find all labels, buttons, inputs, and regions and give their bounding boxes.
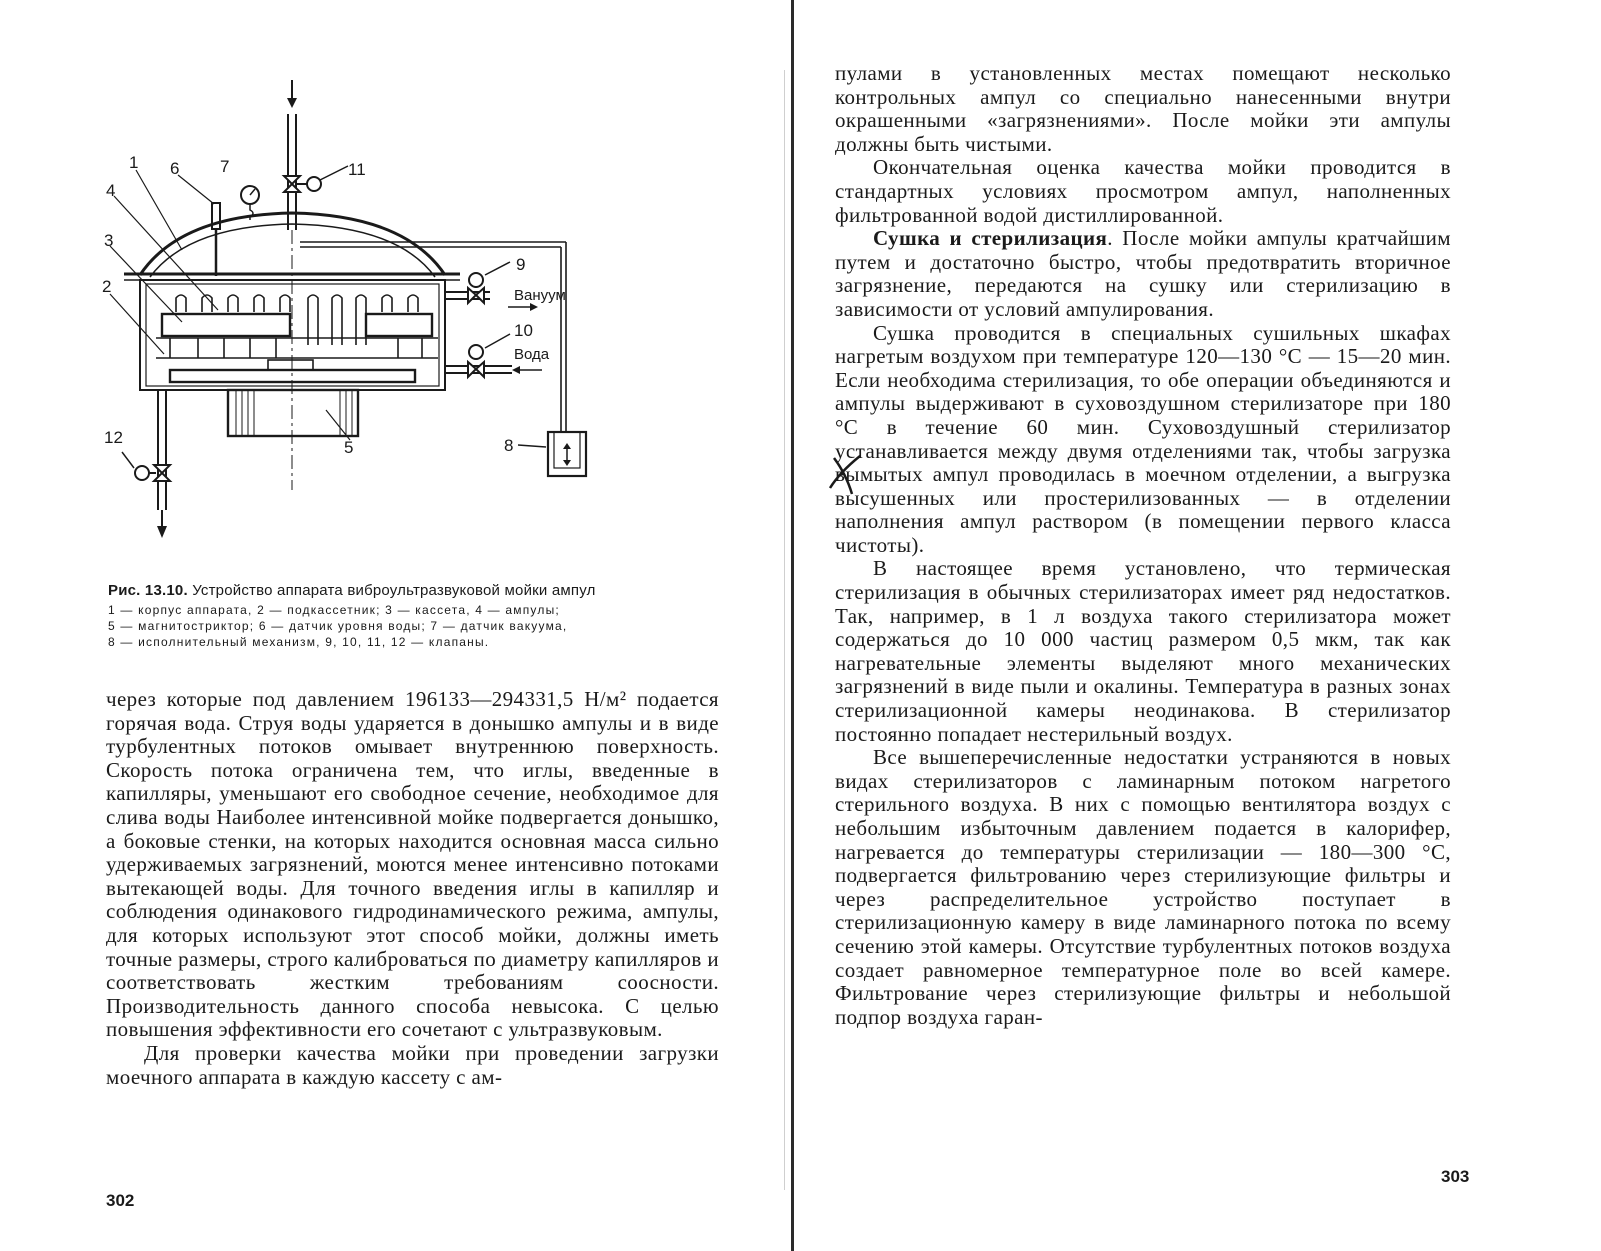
label-12: 12	[104, 428, 123, 447]
actuator-8	[518, 432, 586, 476]
figure-caption	[108, 582, 740, 650]
page-number-left: 302	[106, 1191, 135, 1210]
right-paragraph-3	[835, 227, 1451, 321]
left-page-text	[106, 688, 719, 1089]
valve-11	[284, 166, 348, 192]
figure-apparatus-diagram	[100, 70, 700, 550]
caption-legend-line-3: 8 — исполнительный механизм, 9, 10, 11, 12 — клапаны.	[108, 635, 490, 649]
caption-title-line	[108, 582, 740, 600]
top-inlet-pipe	[287, 80, 297, 230]
label-8: 8	[504, 436, 514, 455]
left-page	[0, 0, 790, 1251]
subcassette-2	[156, 338, 438, 358]
caption-prefix: Рис. 13.10.	[108, 582, 188, 599]
label-9: 9	[516, 255, 526, 274]
left-paragraph-1: через которые под давлением 196133—294331,5 Н/м² подается горячая вода. Струя воды ударяется в донышко ампулы и в виде турбулентных потоков омывает внутреннюю поверхность. Скорость потока ограничена тем, что иглы, введенные в капилляры, уменьшают его свободное сечение, необходимое для слива воды Наиболее интенсивной мойке подвергается донышко, а боковые стенки, на которых находится основная масса сильно удерживаемых загрязнений, моются менее интенсивно потоками вытекающей воды. Для точного введения иглы в капилляр и соблюдения одинакового гидродинамического режима, ампулы, для которых используют этот способ мойки, должны иметь точные размеры, строго калиброваться по диаметру капилляров и соответствовать жестким требованиям соосности. Производительность данного способа невысока. С целью повышения эффективности его сочетают с ультразвуковым.	[106, 687, 719, 1042]
label-1: 1	[129, 153, 139, 172]
label-5: 5	[344, 438, 354, 457]
right-paragraph-5: В настоящее время установлено, что термическая стерилизация в обычных стерилизаторах имеет ряд недостатков. Так, например, в 1 л воздуха такого стерилизатора может содержаться до 10 000 частиц размером 0,5 мкм, так как нагревательные элементы выделяют много механических загрязнений в виде пыли и окалины. Температура в разных зонах стерилизационной камеры неодинакова. В стерилизатор постоянно попадает нестерильный воздух.	[835, 556, 1451, 746]
cassette-3	[162, 314, 432, 336]
gutter-line	[791, 0, 794, 1251]
caption-title: Устройство аппарата виброультразвуковой мойки ампул	[192, 582, 596, 599]
level-sensor-6	[212, 203, 220, 276]
right-paragraph-3-text: . После мойки ампулы кратчайшим путем и достаточно быстро, чтобы предотвратить вторичное загрязнение, передаются на сушку или стерилизацию в зависимости от условий ампулирования.	[835, 226, 1452, 321]
right-paragraph-6: Все вышеперечисленные недостатки устраняются в новых видах стерилизаторов с ламинарным потоком нагретого стерильного воздуха. В них с помощью вентилятора воздух с небольшим избыточным давлением подается в калорифер, нагревается до температуры стерилизации — 180—300 °С, подвергается фильтрованию через стерилизующие фильтры и через распределительное устройство поступает в стерилизационную камеру в виде ламинарного потока по всему сечению этой камеры. Отсутствие турбулентных потоков воздуха создает равномерное температурное поле во всей камере. Фильтрование через стерилизующие фильтры и небольшой подпор воздуха гаран-	[835, 745, 1451, 1029]
label-6: 6	[170, 159, 180, 178]
right-paragraph-2: Окончательная оценка качества мойки проводится в стандартных условиях просмотром ампул, наполненных фильтрованной водой дистиллированной.	[835, 155, 1451, 227]
magnetostrictor-5	[228, 390, 358, 436]
label-4: 4	[106, 181, 116, 200]
right-paragraph-4: Сушка проводится в специальных сушильных шкафах нагретым воздухом при температуре 120—130 °С — 15—20 мин. Если необходима стерилизация, то обе операции объединяются и ампулы выдерживают в суховоздушном стерилизаторе при 180 °С в течение 60 мин. Суховоздушный стерилизатор устанавливается между двумя отделениями так, чтобы загрузка вымытых ампул проводилась в моечном отделении, а выгрузка высушенных или простерилизованных — в отделении наполнения ампул раствором (в помещении первого класса чистоты).	[835, 320, 1451, 557]
right-paragraph-1: пулами в установленных местах помещают несколько контрольных ампул со специально нанесенными внутри окрашенными «загрязнениями». После мойки эти ампулы должны быть чистыми.	[835, 61, 1451, 156]
vacuum-label: Вануум	[514, 287, 566, 304]
right-page-text	[835, 62, 1451, 1029]
page-number-right: 303	[1441, 1167, 1470, 1186]
label-10: 10	[514, 321, 533, 340]
water-label: Вода	[514, 346, 550, 363]
label-11: 11	[348, 160, 366, 179]
handwritten-pen-mark	[826, 450, 866, 500]
drain-valve-12	[122, 390, 170, 538]
label-2: 2	[102, 277, 112, 296]
label-3: 3	[104, 231, 114, 250]
section-heading: Сушка и стерилизация	[873, 226, 1108, 251]
left-paragraph-2: Для проверки качества мойки при проведении загрузки моечного аппарата в каждую кассету с ам-	[106, 1040, 719, 1089]
caption-legend-line-1: 1 — корпус аппарата, 2 — подкассетник; 3 — кассета, 4 — ампулы;	[108, 603, 560, 617]
caption-legend-line-2: 5 — магнитостриктор; 6 — датчик уровня воды; 7 — датчик вакуума,	[108, 619, 568, 633]
apparatus-drawing	[100, 70, 700, 550]
figure-labels	[102, 153, 566, 457]
label-7: 7	[220, 157, 230, 176]
